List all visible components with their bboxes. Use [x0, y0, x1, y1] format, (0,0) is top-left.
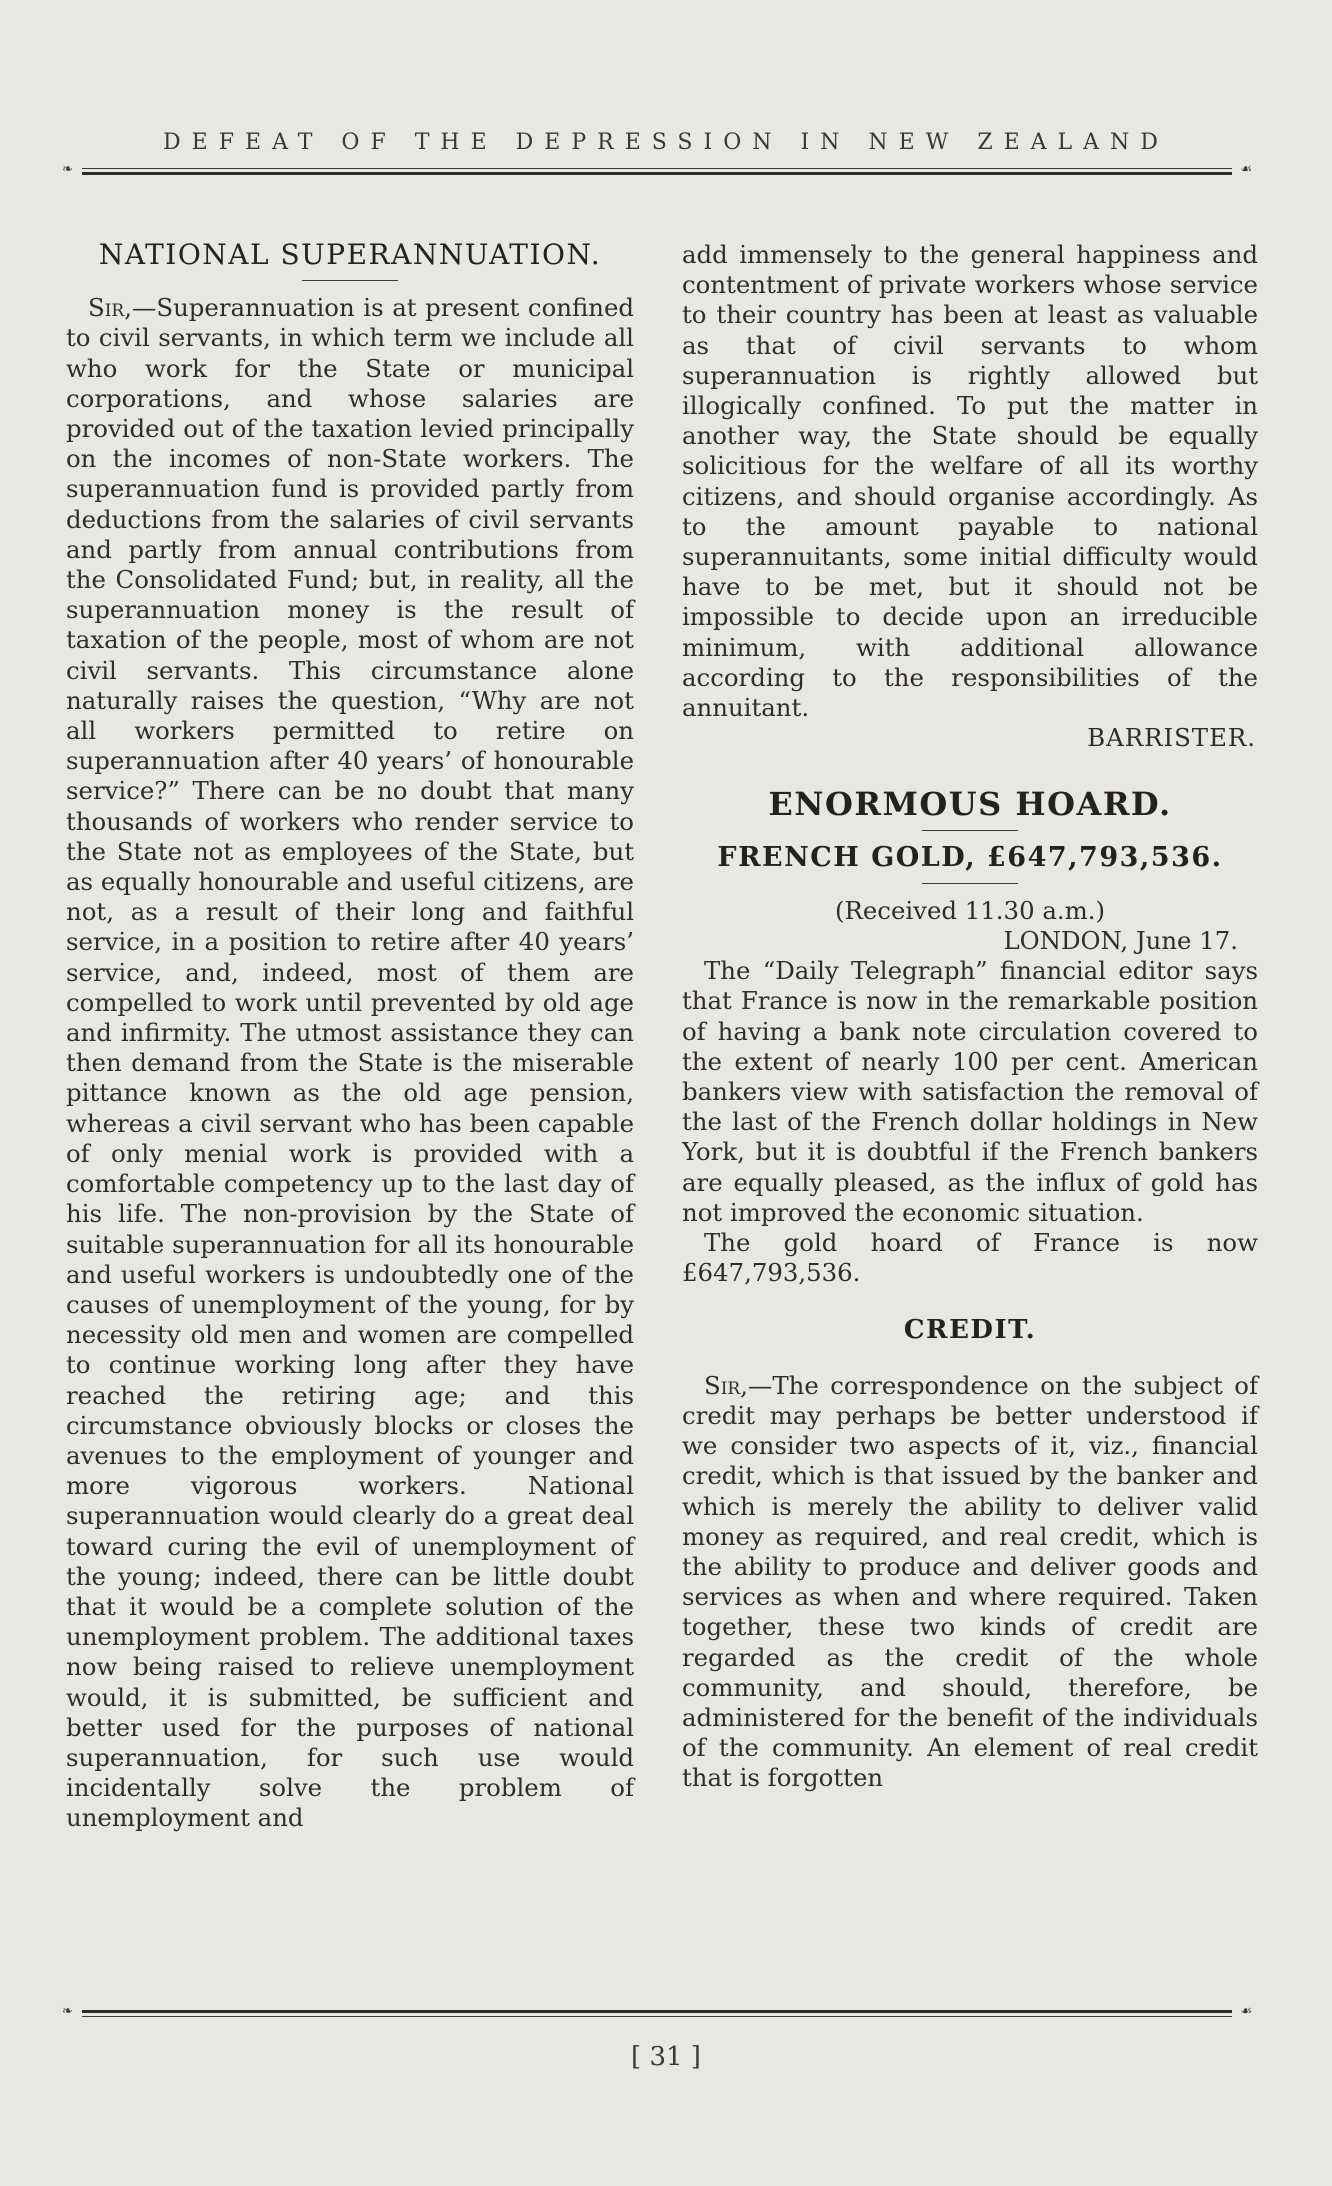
running-head: DEFEAT OF THE DEPRESSION IN NEW ZEALAND [163, 130, 1169, 155]
subheading-rule [922, 883, 1018, 884]
right-column [682, 240, 1258, 1794]
signature: BARRISTER. [1087, 723, 1256, 753]
received-time: (Received 11.30 a.m.) [834, 895, 1106, 925]
article-heading-credit: CREDIT. [903, 1314, 1037, 1345]
dateline: LONDON, June 17. [1003, 926, 1238, 956]
credit-body: —The correspondence on the subject of credit may perhaps be better understood if we consider two aspects of it, viz., financial credit, which is that issued by the banker and which is merely the ability to deliver valid money as required, and real credit, which is the ability to produce and deliver goods and services as when and where required. Taken together, these two kinds of credit are regarded as the credit of the whole community, and should, therefore, be administered for the benefit of the individuals of the community. An element of real credit that is forgotten [682, 1370, 1258, 1793]
heading-rule [302, 280, 398, 281]
header-rule [62, 162, 1252, 178]
hoard-paragraph-1: The “Daily Telegraph” financial editor says that France is now in the remarkable position of having a bank note circulation covered to the extent of nearly 100 per cent. American bankers view with satisfaction the removal of the last of the French dollar holdings in New York, but it is doubtful if the French bankers are equally pleased, as the influx of gold has not improved the economic situation. [682, 956, 1258, 1227]
right-flourish-icon: ☙ [1240, 2004, 1252, 2019]
salutation: Sir, [704, 1370, 748, 1400]
superannuation-body: —Superannuation is at present confined to civil servants, in which term we include all who work for the State or municipal corporations, and whose salaries are provided out of the taxation levied principally on the incomes of non-State workers. The superannuation fund is provided partly from deductions from the salaries of civil servants and partly from annual contributions from the Consolidated Fund; but, in reality, all the superannuation money is the result of taxation of the people, most of whom are not civil servants. This circumstance alone naturally raises the question, “Why are not all workers permitted to retire on superannuation after 40 years’ of honourable service?” There can be no doubt that many thousands of workers who render service to the State not as employees of the State, but as equally honourable and useful citizens, are not, as a result of their long and faithful service, in a position to retire after 40 years’ service, and, indeed, most of them are compelled to work until prevented by old age and infirmity. The utmost assistance they can then demand from the State is the miserable pittance known as the old age pension, whereas a civil servant who has been capable of only menial work is provided with a comfortable competency up to the last day of his life. The non-provision by the State of suitable superannuation for all its honourable and useful workers is undoubtedly one of the causes of unemployment of the young, for by necessity old men and women are compelled to continue working long after they have reached the retiring age; and this circumstance obviously blocks or closes the avenues to the employment of younger and more vigorous workers. National superannuation would clearly do a great deal toward curing the evil of unemployment of the young; indeed, there can be little doubt that it would be a complete solution of the unemployment problem. The additional taxes now being raised to relieve unemployment would, it is submitted, be sufficient and better used for the purposes of national superannuation, for such use would incidentally solve the problem of unemployment and [66, 293, 634, 1833]
hoard-paragraph-2: The gold hoard of France is now £647,793,536. [682, 1228, 1258, 1288]
header-rule-thick [82, 172, 1232, 175]
left-column [66, 240, 634, 1834]
footer-rule [62, 2004, 1252, 2020]
article-subheading-gold: FRENCH GOLD, £647,793,536. [717, 841, 1223, 873]
right-flourish-icon: ☙ [1240, 162, 1252, 177]
article-heading-superannuation: NATIONAL SUPERANNUATION. [98, 238, 602, 271]
superannuation-letter [66, 293, 634, 1833]
heading-rule [922, 830, 1018, 831]
superannuation-continuation: add immensely to the general happiness and contentment of private workers whose service to their country has been at least as valuable as that of civil servants to whom superannuation is rightly allowed but illogically confined. To put the matter in another way, the State should be equally solicitious for the welfare of all its worthy citizens, and should organise accordingly. As to the amount payable to national superannuitants, some initial difficulty would have to be met, but it should not be impossible to decide upon an irreducible minimum, with additional allowance according to the responsibilities of the annuitant. [682, 240, 1258, 723]
footer-rule-thick [82, 2010, 1232, 2013]
footer-rule-thin [82, 2016, 1232, 2017]
salutation: Sir, [88, 293, 132, 323]
left-flourish-icon: ❧ [62, 2004, 73, 2019]
spacer [682, 1289, 1258, 1315]
left-flourish-icon: ❧ [62, 162, 73, 177]
spacer [682, 1345, 1258, 1371]
credit-letter [682, 1371, 1258, 1794]
spacer [682, 753, 1258, 789]
page-number: [ 31 ] [631, 2042, 701, 2072]
header-rule-thin [82, 168, 1232, 169]
article-heading-hoard: ENORMOUS HOARD. [768, 785, 1172, 824]
